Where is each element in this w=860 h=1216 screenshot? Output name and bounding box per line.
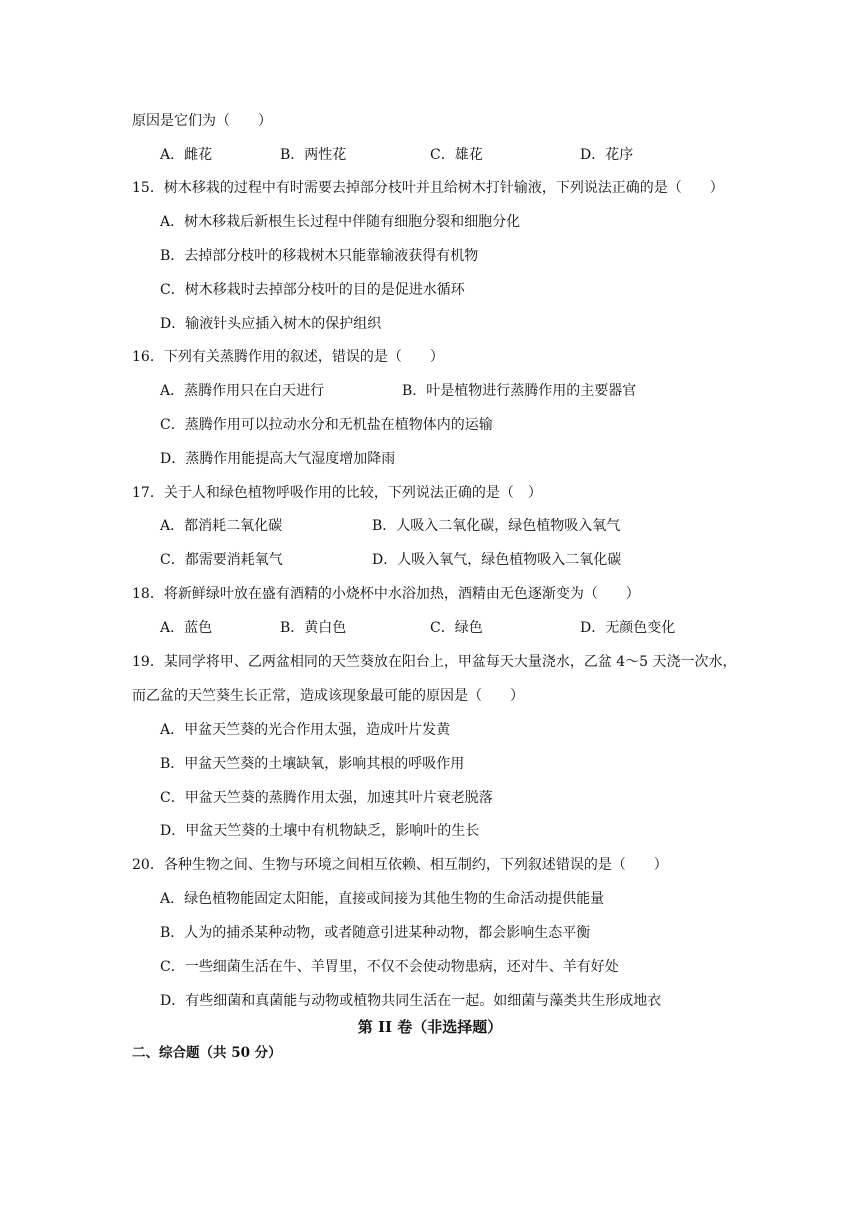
q15-option-b: B．去掉部分枝叶的移栽树木只能靠输液获得有机物 bbox=[160, 248, 479, 264]
q19-option-d: D．甲盆天竺葵的土壤中有机物缺乏，影响叶的生长 bbox=[160, 823, 480, 839]
q14-stem-tail: 原因是它们为（ ） bbox=[132, 113, 272, 129]
section-two-heading: 二、综合题（共 50 分） bbox=[132, 1045, 282, 1061]
q14-option-a: A．雌花 bbox=[160, 147, 213, 163]
q17-option-c: C．都需要消耗氧气 bbox=[160, 552, 283, 568]
q15-option-d: D．输液针头应插入树木的保护组织 bbox=[160, 316, 382, 332]
q16-option-c: C．蒸腾作用可以拉动水分和无机盐在植物体内的运输 bbox=[160, 417, 493, 433]
q16-option-a: A．蒸腾作用只在白天进行 bbox=[160, 383, 325, 399]
q19-stem-cont: 而乙盆的天竺葵生长正常，造成该现象最可能的原因是（ ） bbox=[132, 688, 524, 704]
q15-option-c: C．树木移栽时去掉部分枝叶的目的是促进水循环 bbox=[160, 282, 465, 298]
q15-option-a: A．树木移栽后新根生长过程中伴随有细胞分裂和细胞分化 bbox=[160, 214, 521, 230]
q20-option-a: A．绿色植物能固定太阳能，直接或间接为其他生物的生命活动提供能量 bbox=[160, 891, 605, 907]
q20-option-d: D．有些细菌和真菌能与动物或植物共同生活在一起。如细菌与藻类共生形成地衣 bbox=[160, 993, 662, 1009]
q16-option-d: D．蒸腾作用能提高大气湿度增加降雨 bbox=[160, 451, 396, 467]
q17-option-d: D．人吸入氧气，绿色植物吸入二氧化碳 bbox=[372, 552, 622, 568]
q19-stem: 19．某同学将甲、乙两盆相同的天竺葵放在阳台上，甲盆每天大量浇水，乙盆 4～5 天浇一次水， bbox=[132, 654, 737, 670]
q16-stem: 16．下列有关蒸腾作用的叙述，错误的是（ ） bbox=[132, 349, 444, 365]
q18-option-b: B．黄白色 bbox=[280, 620, 347, 636]
q20-option-c: C．一些细菌生活在牛、羊胃里，不仅不会使动物患病，还对牛、羊有好处 bbox=[160, 959, 619, 975]
q18-stem: 18．将新鲜绿叶放在盛有酒精的小烧杯中水浴加热，酒精由无色逐渐变为（ ） bbox=[132, 586, 640, 602]
q16-option-b: B．叶是植物进行蒸腾作用的主要器官 bbox=[402, 383, 637, 399]
q14-option-b: B．两性花 bbox=[280, 147, 347, 163]
q20-option-b: B．人为的捕杀某种动物，或者随意引进某种动物，都会影响生态平衡 bbox=[160, 925, 591, 941]
q19-option-a: A．甲盆天竺葵的光合作用太强，造成叶片发黄 bbox=[160, 722, 451, 738]
q18-option-c: C．绿色 bbox=[430, 620, 483, 636]
q17-option-a: A．都消耗二氧化碳 bbox=[160, 518, 283, 534]
q15-stem: 15．树木移栽的过程中有时需要去掉部分枝叶并且给树木打针输液，下列说法正确的是（ ） bbox=[132, 180, 724, 196]
q14-option-d: D．花序 bbox=[580, 147, 634, 163]
part-two-title: 第 II 卷（非选择题） bbox=[357, 1018, 503, 1036]
q17-stem: 17．关于人和绿色植物呼吸作用的比较，下列说法正确的是（ ） bbox=[132, 485, 542, 501]
q18-option-d: D．无颜色变化 bbox=[580, 620, 676, 636]
q14-option-c: C．雄花 bbox=[430, 147, 483, 163]
q17-option-b: B．人吸入二氧化碳，绿色植物吸入氧气 bbox=[372, 518, 621, 534]
q20-stem: 20．各种生物之间、生物与环境之间相互依赖、相互制约，下列叙述错误的是（ ） bbox=[132, 857, 668, 873]
q19-option-c: C．甲盆天竺葵的蒸腾作用太强，加速其叶片衰老脱落 bbox=[160, 790, 493, 806]
q18-option-a: A．蓝色 bbox=[160, 620, 213, 636]
q19-option-b: B．甲盆天竺葵的土壤缺氧，影响其根的呼吸作用 bbox=[160, 756, 465, 772]
